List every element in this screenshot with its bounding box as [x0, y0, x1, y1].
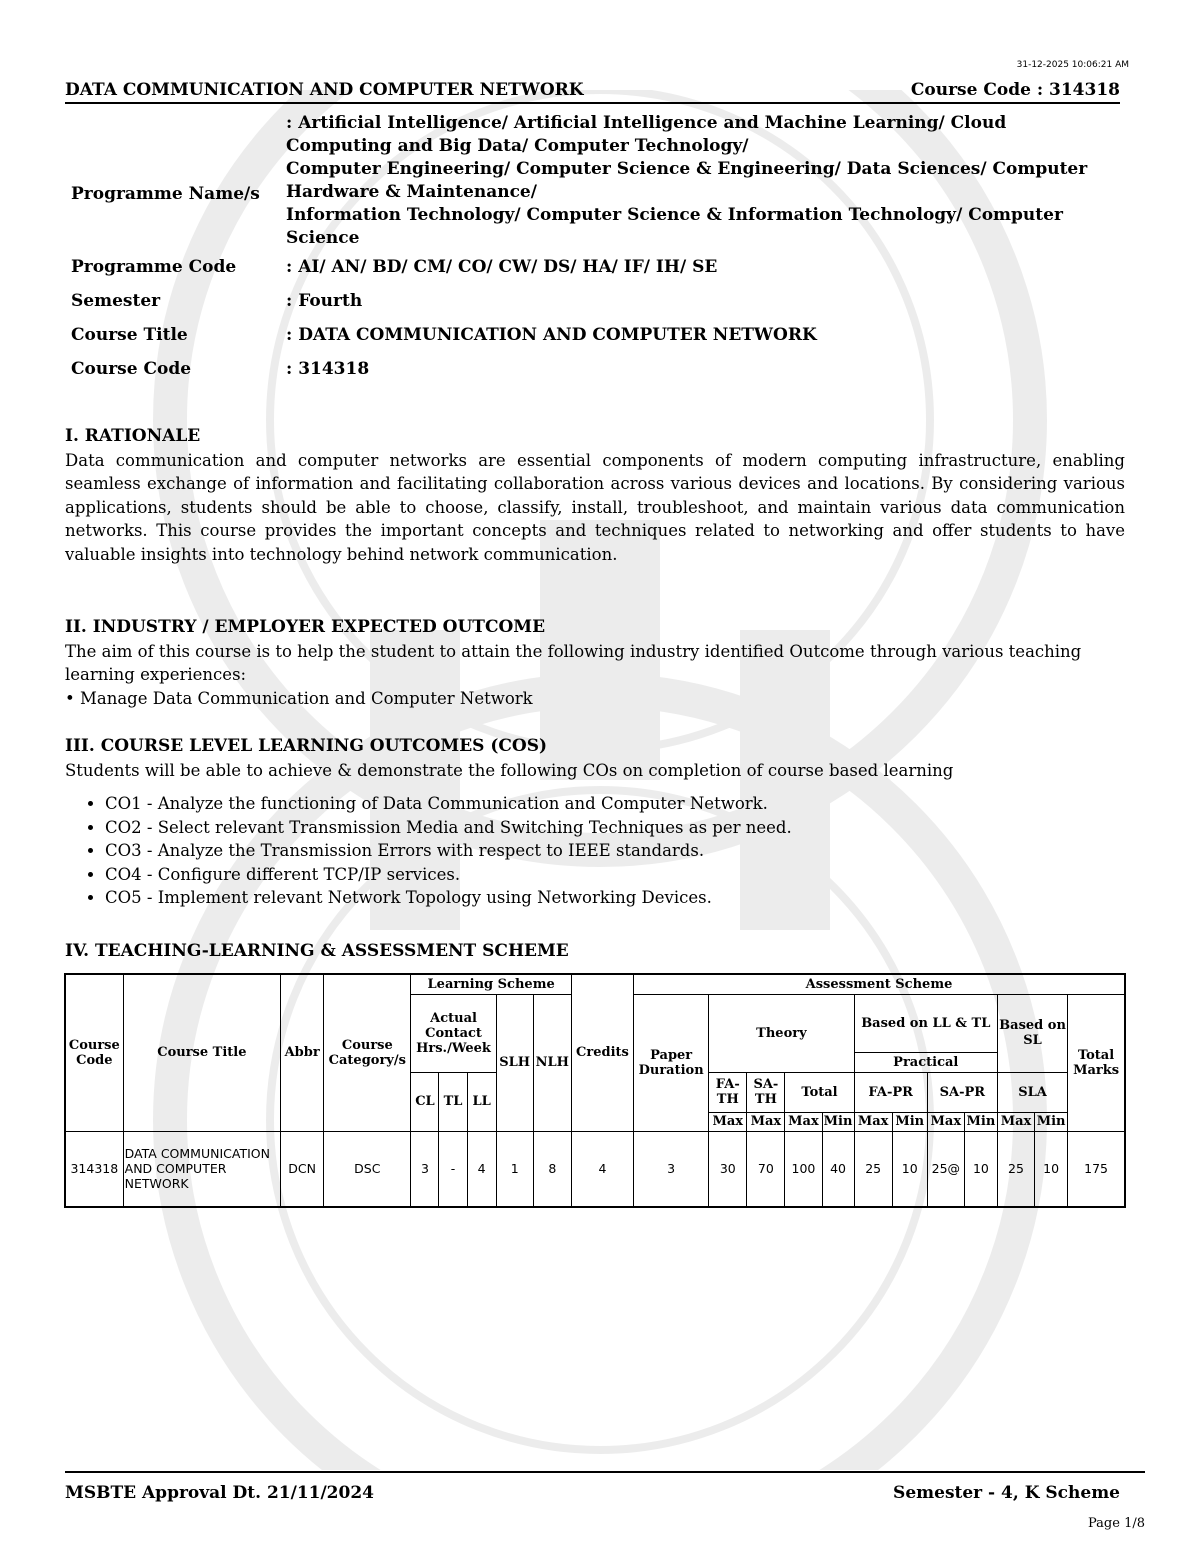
page-number: Page 1/8 — [1088, 1516, 1145, 1531]
th-category: Course Category/s — [324, 974, 411, 1131]
th-min: Min — [823, 1114, 853, 1129]
programme-code-value: : AI/ AN/ BD/ CM/ CO/ CW/ DS/ HA/ IF/ IH/ SE — [286, 256, 718, 277]
cell-sla-max: 25 — [997, 1131, 1034, 1207]
th-paper-duration: Paper Duration — [634, 994, 709, 1131]
cell-sa-pr-max: 25@ — [927, 1131, 964, 1207]
th-max: Max — [747, 1112, 785, 1131]
cell-tl: - — [439, 1131, 467, 1207]
th-practical: Practical — [854, 1052, 997, 1072]
cell-nlh: 8 — [533, 1131, 571, 1207]
th-max: Max — [997, 1112, 1034, 1131]
rationale-section — [65, 425, 1125, 566]
cell-total-min: 40 — [822, 1131, 854, 1207]
programme-code-label: Programme Code — [71, 256, 237, 277]
th-abbr: Abbr — [281, 974, 324, 1131]
print-timestamp: 31-12-2025 10:06:21 AM — [1016, 60, 1129, 70]
cell-fa-pr-max: 25 — [854, 1131, 892, 1207]
cell-sla-min: 10 — [1035, 1131, 1068, 1207]
course-title-label: Course Title — [71, 324, 188, 345]
th-cl: CL — [411, 1072, 439, 1131]
scheme-section — [65, 940, 1125, 964]
cell-abbr: DCN — [281, 1131, 324, 1207]
th-nlh: NLH — [533, 994, 571, 1131]
programme-line: Information Technology/ Computer Science & Information Technology/ Computer — [286, 205, 1063, 225]
cell-ll: 4 — [467, 1131, 496, 1207]
cell-paper-duration: 3 — [634, 1131, 709, 1207]
th-max: Max — [709, 1112, 747, 1131]
co-item: • CO4 - Configure different TCP/IP services. — [105, 863, 1125, 887]
th-fa-th: FA-TH — [709, 1072, 747, 1112]
programme-line: Computer Engineering/ Computer Science & Engineering/ Data Sciences/ Computer — [286, 159, 1088, 179]
th-sa-th: SA-TH — [747, 1072, 785, 1112]
co-item: • CO1 - Analyze the functioning of Data Communication and Computer Network. — [105, 792, 1125, 816]
co-item: • CO3 - Analyze the Transmission Errors with respect to IEEE standards. — [105, 839, 1125, 863]
cell-category: DSC — [324, 1131, 411, 1207]
footer-semester: Semester - 4, K Scheme — [893, 1483, 1120, 1503]
course-outcomes-section — [65, 735, 1125, 910]
cos-intro: Students will be able to achieve & demonstrate the following COs on completion of course based learning — [65, 760, 954, 780]
industry-heading: II. INDUSTRY / EMPLOYER EXPECTED OUTCOME — [65, 617, 546, 637]
th-slh: SLH — [496, 994, 533, 1131]
th-based-ll-tl: Based on LL & TL — [854, 994, 997, 1052]
cell-cl: 3 — [411, 1131, 439, 1207]
cell-slh: 1 — [496, 1131, 533, 1207]
industry-text: The aim of this course is to help the student to attain the following industry identified Outcome through various teaching learning experiences: — [65, 641, 1082, 684]
th-theory: Theory — [709, 994, 854, 1072]
th-max: Max — [785, 1112, 822, 1131]
teaching-assessment-scheme-table — [64, 973, 1126, 1208]
course-code-label: Course Code — [71, 358, 192, 379]
th-total-marks: Total Marks — [1068, 994, 1125, 1131]
th-course-title: Course Title — [123, 974, 280, 1131]
programme-names-value — [280, 112, 1125, 250]
course-info-table — [65, 112, 1125, 386]
header-course-title: DATA COMMUNICATION AND COMPUTER NETWORK — [65, 80, 584, 100]
cell-total-max: 100 — [785, 1131, 822, 1207]
th-sla: SLA — [997, 1072, 1067, 1112]
cell-code: 314318 — [65, 1131, 123, 1207]
co-item: • CO5 - Implement relevant Network Topology using Networking Devices. — [105, 886, 1125, 910]
th-fa-pr: FA-PR — [854, 1072, 927, 1112]
th-course-code: Course Code — [65, 974, 123, 1131]
page-header — [65, 78, 1120, 104]
th-max: Max — [854, 1112, 892, 1131]
scheme-heading: IV. TEACHING-LEARNING & ASSESSMENT SCHEME — [65, 941, 569, 961]
cell-title: DATA COMMUNICATION AND COMPUTER NETWORK — [123, 1131, 280, 1207]
rationale-heading: I. RATIONALE — [65, 426, 201, 446]
th-assessment-scheme: Assessment Scheme — [634, 974, 1125, 994]
th-based-sl: Based on SL — [997, 994, 1067, 1072]
co-item: • CO2 - Select relevant Transmission Media and Switching Techniques as per need. — [105, 816, 1125, 840]
th-learning-scheme: Learning Scheme — [411, 974, 571, 994]
cell-credits: 4 — [571, 1131, 633, 1207]
th-actual-contact: Actual Contact Hrs./Week — [411, 994, 496, 1072]
semester-label: Semester — [71, 290, 161, 311]
th-tl: TL — [439, 1072, 467, 1131]
programme-line: Hardware & Maintenance/ — [286, 182, 537, 202]
industry-outcome-section — [65, 616, 1125, 710]
rationale-text: Data communication and computer networks are essential components of modern computing infrastructure, enabling seamless exchange of information and facilitating collaboration across various devices and locations. By considering various applications, students should be able to choose, classify, install, troubleshoot, and maintain various data communication networks. This course provides the important concepts and techniques related to networking and offer students to have valuable insights into technology behind network communication. — [65, 450, 1125, 564]
th-total: Total — [785, 1072, 854, 1112]
programme-line: Science — [286, 228, 360, 248]
programme-line: Computing and Big Data/ Computer Technology/ — [286, 136, 749, 156]
th-max: Max — [927, 1112, 964, 1131]
th-min: Min — [892, 1112, 927, 1131]
th-ll: LL — [467, 1072, 496, 1131]
programme-names-label: Programme Name/s — [71, 183, 260, 204]
course-title-value: : DATA COMMUNICATION AND COMPUTER NETWORK — [286, 324, 817, 345]
cell-fa-pr-min: 10 — [892, 1131, 927, 1207]
programme-line: : Artificial Intelligence/ Artificial Intelligence and Machine Learning/ Cloud — [286, 113, 1007, 133]
co-list — [65, 792, 1125, 910]
cell-fa-th-max: 30 — [709, 1131, 747, 1207]
cell-sa-pr-min: 10 — [964, 1131, 997, 1207]
cell-total-marks: 175 — [1068, 1131, 1125, 1207]
th-credits: Credits — [571, 974, 633, 1131]
footer-approval: MSBTE Approval Dt. 21/11/2024 — [65, 1483, 374, 1503]
page-footer — [65, 1471, 1145, 1503]
th-min: Min — [1035, 1112, 1068, 1131]
cos-heading: III. COURSE LEVEL LEARNING OUTCOMES (COS) — [65, 736, 548, 756]
th-min: Min — [964, 1112, 997, 1131]
table-row — [65, 1131, 1125, 1207]
semester-value: : Fourth — [286, 290, 363, 311]
industry-bullet: • Manage Data Communication and Computer Network — [65, 688, 533, 708]
cell-sa-th-max: 70 — [747, 1131, 785, 1207]
course-code-value: : 314318 — [286, 358, 370, 379]
header-course-code: Course Code : 314318 — [910, 80, 1120, 100]
th-sa-pr: SA-PR — [927, 1072, 997, 1112]
